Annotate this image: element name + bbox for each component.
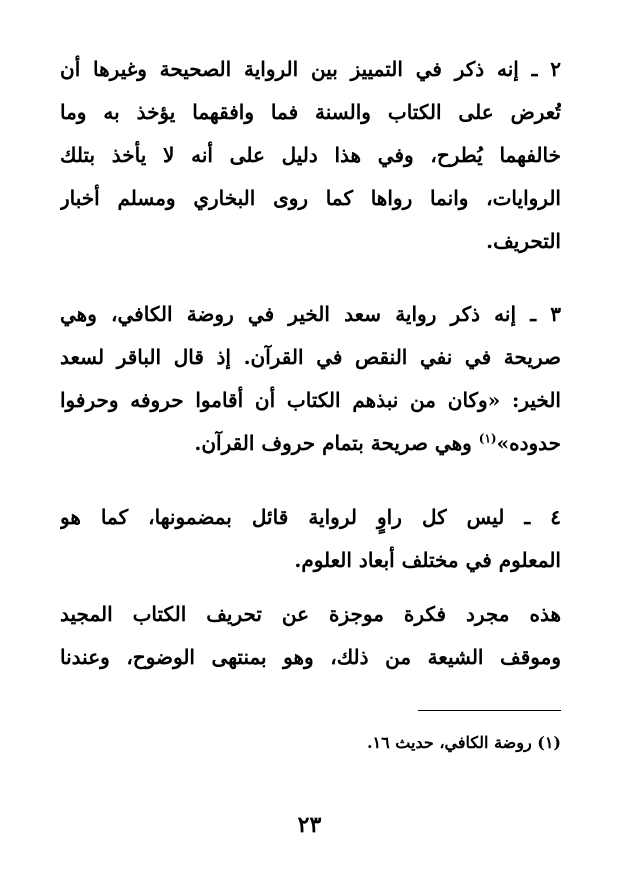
paragraph-2: [60, 48, 561, 263]
text-line: [60, 422, 561, 465]
text-line: خالفهما يُطرح، وفي هذا دليل على أنه لا يأخذ بتلك: [60, 143, 561, 167]
page-number: ٢٣: [297, 812, 322, 838]
paragraph-5: [60, 593, 561, 679]
footnote: (١) روضة الكافي، حديث ١٦.: [366, 733, 561, 752]
text-line: ٣ ـ إنه ذكر رواية سعد الخير في روضة الكافي، وهي: [60, 302, 561, 326]
text-line: المعلوم في مختلف أبعاد العلوم.: [294, 548, 561, 572]
quote-remark-text: وهي صريحة بتمام حروف القرآن.: [194, 431, 479, 455]
text-line: صريحة في نفي النقص في القرآن. إذ قال الباقر لسعد: [60, 345, 561, 369]
paragraph-3: [60, 293, 561, 465]
paragraph-4: [60, 496, 561, 582]
footnote-reference[interactable]: (١): [478, 431, 497, 446]
text-line: هذه مجرد فكرة موجزة عن تحريف الكتاب المجيد: [60, 602, 561, 626]
text-line: تُعرض على الكتاب والسنة فما وافقهما يؤخذ به وما: [60, 100, 561, 124]
text-line: التحريف.: [486, 229, 561, 253]
quote-end-text: حدوده»: [496, 431, 561, 455]
text-line: الروايات، وانما رواها كما روى البخاري ومسلم أخبار: [60, 186, 561, 210]
text-line: ٢ ـ إنه ذكر في التمييز بين الرواية الصحيحة وغيرها أن: [60, 57, 561, 81]
text-line: ٤ ـ ليس كل راوٍ لرواية قائل بمضمونها، كما هو: [60, 505, 561, 529]
footnote-divider: [418, 710, 561, 711]
text-line: الخير: «وكان من نبذهم الكتاب أن أقاموا حروفه وحرفوا: [60, 388, 561, 412]
text-line: وموقف الشيعة من ذلك، وهو بمنتهى الوضوح، وعندنا: [60, 645, 561, 669]
